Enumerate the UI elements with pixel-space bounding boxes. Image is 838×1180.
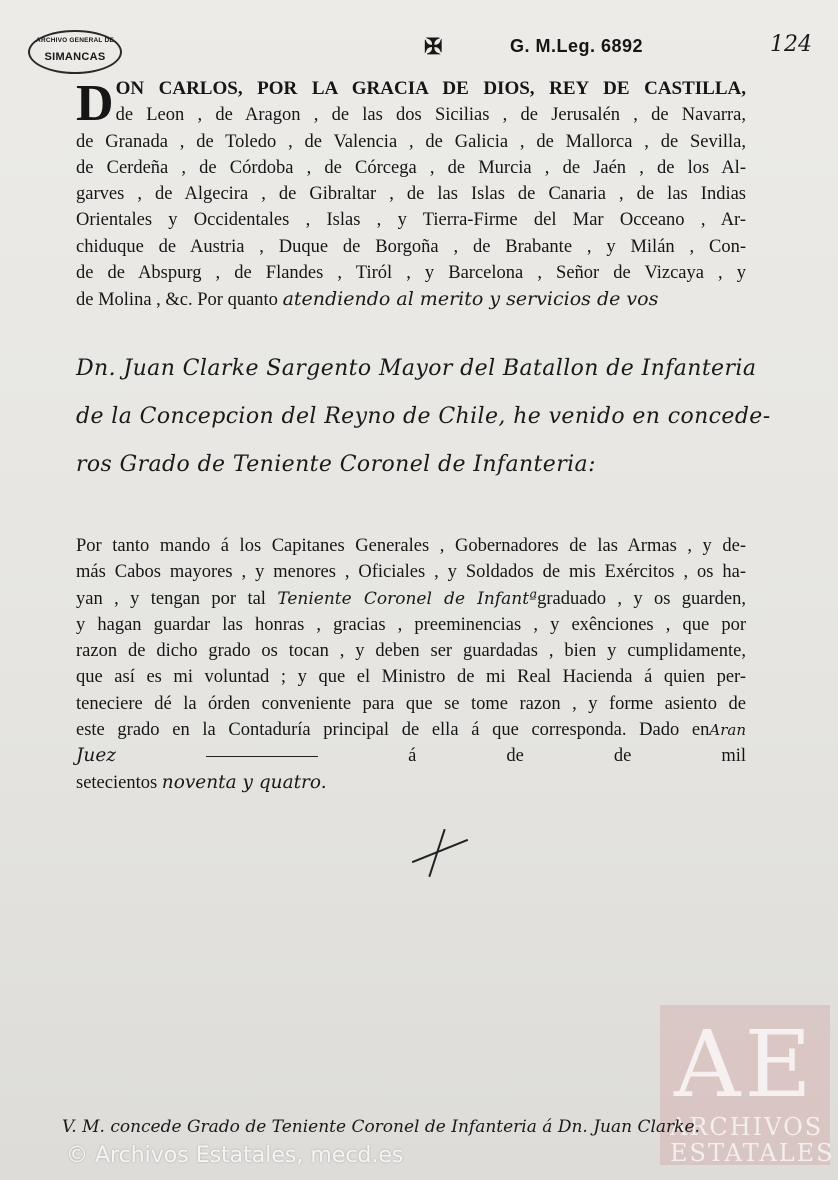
royal-titles <box>76 76 746 314</box>
watermark-line-1: ARCHIVOS <box>670 1113 824 1141</box>
date-line <box>76 743 746 769</box>
molina-handwritten: atendiendo al merito y servicios de vos <box>282 288 659 311</box>
mandate-line-8-start: este grado en la Contaduría principal de ella á que corresponda. Dado en <box>76 720 710 741</box>
archive-watermark <box>660 1005 835 1167</box>
year-printed: setecientos <box>76 772 158 793</box>
mandate-rank-handwritten: Teniente Coronel de Infantª <box>277 588 538 609</box>
mandate-line-3-end: graduado , y os guarden, <box>537 588 746 609</box>
title-line: ON CARLOS, POR LA GRACIA DE DIOS, REY DE CASTILLA, <box>115 78 746 99</box>
watermark-logo: AE <box>674 1011 816 1118</box>
place-handwritten: Aran <box>709 721 746 740</box>
mandate-line-7: teneciere dé la órden conveniente para que se tome razon , y forme asiento de <box>76 693 746 714</box>
mandate-paragraph <box>76 533 746 796</box>
date-blank <box>206 756 318 757</box>
titles-line-5: Orientales y Occidentales , Islas , y Tierra-Firme del Mar Occeano , Ar- <box>76 210 746 231</box>
titles-line-6: chiduque de Austria , Duque de Borgoña , de Brabante , y Milán , Con- <box>76 236 746 257</box>
grant-line-2: de la Concepcion del Reyno de Chile, he venido en concede- <box>76 404 771 429</box>
stamp-bottom-text: SIMANCAS <box>44 51 106 63</box>
place-handwritten-2: Juez <box>76 745 117 767</box>
titles-line-7: de de Abspurg , de Flandes , Tiról , y Barcelona , Señor de Vizcaya , y <box>76 263 746 284</box>
mandate-line-3 <box>76 586 746 612</box>
copyright-credit: © Archivos Estatales, mecd.es <box>66 1143 404 1168</box>
mandate-line-1: Por tanto mando á los Capitanes Generales , Gobernadores de las Armas , y de- <box>76 536 746 556</box>
cross-icon: ✠ <box>424 34 443 60</box>
grant-line-1: Dn. Juan Clarke Sargento Mayor del Batallon de Infanteria <box>76 356 757 381</box>
grant-line-3: ros Grado de Teniente Coronel de Infanteria: <box>76 452 596 477</box>
drop-cap: D <box>76 75 114 132</box>
molina-printed: de Molina , &c. Por quanto <box>76 290 278 311</box>
mandate-line-6: que así es mi voluntad ; y que el Ministro de mi Real Hacienda á quien per- <box>76 667 746 688</box>
folio-number: 124 <box>770 32 812 57</box>
titles-line-4: garves , de Algecira , de Gibraltar , de las Islas de Canaria , de las Indias <box>76 184 746 205</box>
date-de: de <box>506 746 524 767</box>
mandate-line-4: y hagan guardar las honras , gracias , preeminencias , y exênciones , que por <box>76 614 746 635</box>
date-de-mil: de mil <box>613 746 747 767</box>
titles-line-3: de Cerdeña , de Córdoba , de Córcega , de Murcia , de Jaén , de los Al- <box>76 157 746 178</box>
titles-line-1: de Leon , de Aragon , de las dos Sicilias , de Jerusalén , de Navarra, <box>115 105 746 126</box>
mandate-line-8 <box>76 717 746 743</box>
watermark-line-2: ESTATALES <box>670 1139 835 1167</box>
year-line <box>76 770 746 796</box>
mandate-line-5: razon de dicho grado os tocan , y deben ser guardadas , bien y cumplidamente, <box>76 641 746 662</box>
mandate-line-2: más Cabos mayores , y menores , Oficiales , y Soldados de mis Exércitos , os ha- <box>76 562 746 583</box>
molina-line <box>76 286 746 313</box>
handwritten-grant <box>76 345 771 489</box>
date-a: á <box>408 746 417 767</box>
titles-line-2: de Granada , de Toledo , de Valencia , de Galicia , de Mallorca , de Sevilla, <box>76 131 746 152</box>
year-handwritten: noventa y quatro. <box>161 771 327 793</box>
legajo-reference: G. M.Leg. 6892 <box>510 36 644 56</box>
archive-stamp <box>28 30 122 74</box>
summary-note: V. M. concede Grado de Teniente Coronel de Infanteria á Dn. Juan Clarke. <box>62 1117 700 1137</box>
mandate-line-3-start: yan , y tengan por tal <box>76 588 266 609</box>
stamp-top-text: ARCHIVO GENERAL DE <box>36 37 114 44</box>
